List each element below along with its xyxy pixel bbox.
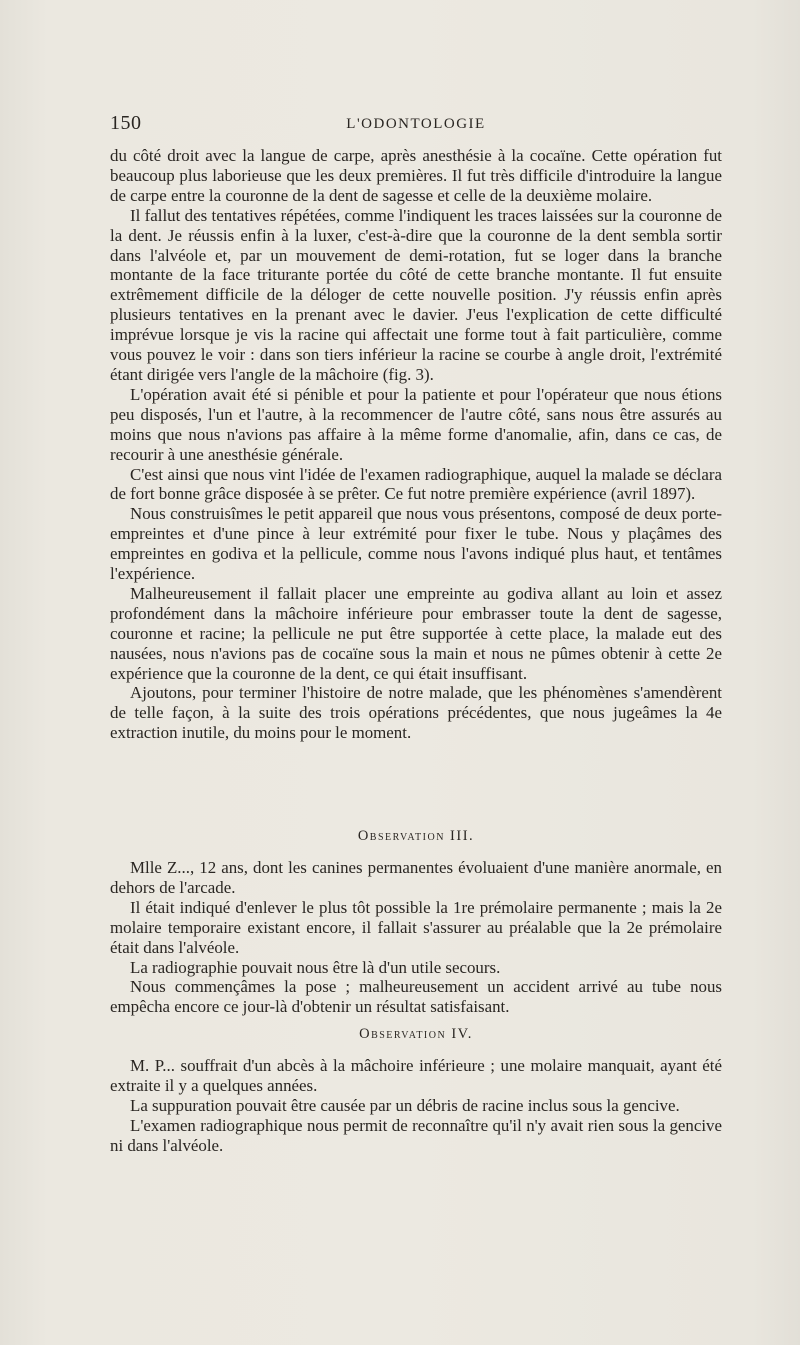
observation-3-text xyxy=(110,858,722,1017)
section-heading-observation-4: Observation IV. xyxy=(359,1026,473,1042)
paragraph: Ajoutons, pour terminer l'histoire de notre malade, que les phénomènes s'amendèrent de telle façon, à la suite des trois opérations précédentes, que nous jugeâmes la 4e extraction inutile, du moins pour le moment. xyxy=(110,683,722,743)
paragraph: Nous construisîmes le petit appareil que nous vous présentons, composé de deux porte-empreintes et d'une pince à leur extrémité pour fixer le tube. Nous y plaçâmes des empreintes en godiva et la pellicule, comme nous l'avons indiqué plus haut, et tentâmes l'expérience. xyxy=(110,504,722,584)
paragraph: Il fallut des tentatives répétées, comme l'indiquent les traces laissées sur la couronne de la dent. Je réussis enfin à la luxer, c'est-à-dire que la couronne de la dent sembla sortir dans l'alvéole et, par un mouvement de demi-rotation, fut se loger dans la branche montante de la face triturante portée du côté de cette branche montante. Il fut ensuite extrêmement difficile de la déloger de cette nouvelle position. J'y réussis enfin après plusieurs tentatives en la prenant avec le davier. J'eus l'explication de cette difficulté imprévue lorsque je vis la racine qui affectait une forme tout à fait particulière, comme vous pouvez le voir : dans son tiers inférieur la racine se courbe à angle droit, l'extrémité étant dirigée vers l'angle de la mâchoire (fig. 3). xyxy=(110,205,722,384)
running-head: L'ODONTOLOGIE xyxy=(346,116,486,132)
paragraph: L'examen radiographique nous permit de reconnaître qu'il n'y avait rien sous la gencive ni dans l'alvéole. xyxy=(110,1115,722,1155)
page-header xyxy=(110,112,722,138)
paragraph: Nous commençâmes la pose ; malheureusement un accident arrivé au tube nous empêcha encore ce jour-là d'obtenir un résultat satisfaisant. xyxy=(110,977,722,1017)
paragraph: Mlle Z..., 12 ans, dont les canines permanentes évoluaient d'une manière anormale, en dehors de l'arcade. xyxy=(110,858,722,897)
section-heading-observation-3: Observation III. xyxy=(357,828,475,844)
paragraph: Il était indiqué d'enlever le plus tôt possible la 1re prémolaire permanente ; mais la 2e molaire temporaire existant encore, il fallait s'assurer au préalable que la 2e prémolaire était dans l'alvéole. xyxy=(110,897,722,957)
paragraph: La suppuration pouvait être causée par un débris de racine inclus sous la gencive. xyxy=(130,1095,680,1115)
main-text xyxy=(110,146,722,743)
paragraph: La radiographie pouvait nous être là d'un utile secours. xyxy=(130,957,501,977)
observation-4-text xyxy=(110,1056,722,1156)
page-number: 150 xyxy=(110,112,142,134)
paragraph: L'opération avait été si pénible et pour la patiente et pour l'opérateur que nous étions peu disposés, l'un et l'autre, à la recommencer de l'autre côté, sans nous être assurés au moins que nous n'avions pas affaire à la même forme d'anomalie, afin, dans ce cas, de recourir à une anesthésie générale. xyxy=(110,384,722,464)
paragraph: C'est ainsi que nous vint l'idée de l'examen radiographique, auquel la malade se déclara de fort bonne grâce disposée à se prêter. Ce fut notre première expérience (avril 1897). xyxy=(110,464,722,504)
paragraph: Malheureusement il fallait placer une empreinte au godiva allant au loin et assez profondément dans la mâchoire inférieure pour embrasser toute la dent de sagesse, couronne et racine; la pellicule ne put être supportée à cette place, la malade eut des nausées, nous n'avions pas de cocaïne sous la main et nous ne pûmes obtenir à cette 2e expérience que la couronne de la dent, ce qui était insuffisant. xyxy=(110,583,722,683)
paragraph: du côté droit avec la langue de carpe, après anesthésie à la cocaïne. Cette opération fut beaucoup plus laborieuse que les deux premières. Il fut très difficile d'introduire la langue de carpe entre la couronne de la dent de sagesse et celle de la deuxième molaire. xyxy=(110,146,722,205)
paragraph: M. P... souffrait d'un abcès à la mâchoire inférieure ; une molaire manquait, ayant été extraite il y a quelques années. xyxy=(110,1056,722,1095)
